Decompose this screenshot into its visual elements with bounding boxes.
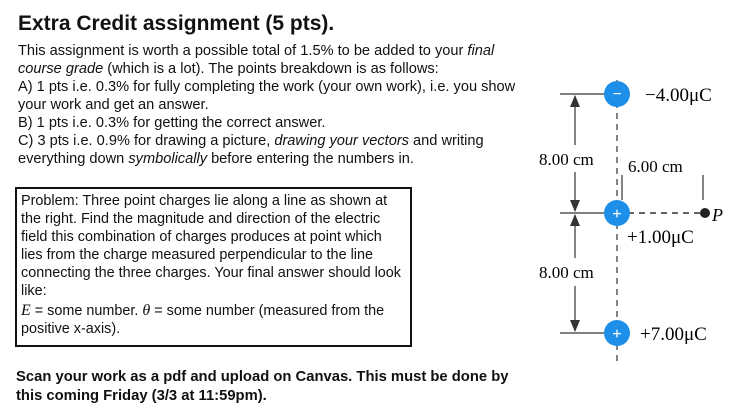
charge-top-label: −4.00μC [645, 85, 712, 106]
answer-format: E = some number. θ = some number (measured from the positive x-axis). [21, 302, 385, 337]
plus-sign: + [612, 324, 622, 343]
points-item-c: C) 3 pts i.e. 0.9% for drawing a picture, drawing your vectors and writing everything down symbolically before entering the numbers in. [18, 133, 484, 167]
charge-bottom [604, 320, 630, 346]
horizontal-distance-label: 6.00 cm [628, 157, 683, 176]
upper-arrowhead-bottom [570, 200, 580, 212]
plus-sign: + [612, 204, 622, 223]
upper-distance-label: 8.00 cm [539, 150, 594, 169]
lower-distance-label: 8.00 cm [539, 263, 594, 282]
charge-top [604, 81, 630, 107]
charge-bottom-label: +7.00μC [640, 324, 707, 345]
charge-middle-label: +1.00μC [627, 227, 694, 248]
assignment-title: Extra Credit assignment (5 pts). [18, 12, 335, 35]
problem-statement: Problem: Three point charges lie along a line as shown at the right. Find the magnitude and direction of the electric field this combination of charges produces at point which lies from the charge measured perpendicular to the line connecting the three charges. Your final answer should look like: [21, 193, 402, 299]
horizontal-distance-arrow [622, 175, 703, 200]
points-item-a: A) 1 pts i.e. 0.3% for fully completing the work (your own work), i.e. you show your work and get an answer. [18, 79, 516, 113]
point-p-label: P [712, 205, 723, 225]
charge-middle [604, 200, 630, 226]
minus-sign: − [612, 86, 622, 103]
intro-paragraph: This assignment is worth a possible total of 1.5% to be added to your final course grade (which is a lot). The points breakdown is as follows: [18, 43, 495, 77]
upper-arrowhead-top [570, 95, 580, 107]
lower-arrowhead-bottom [570, 320, 580, 332]
lower-arrowhead-top [570, 214, 580, 226]
submission-instructions: Scan your work as a pdf and upload on Canvas. This must be done by this coming Friday (3/3 at 11:59pm). [16, 369, 509, 404]
point-p-dot [700, 208, 710, 218]
points-item-b: B) 1 pts i.e. 0.3% for getting the correct answer. [18, 115, 326, 131]
